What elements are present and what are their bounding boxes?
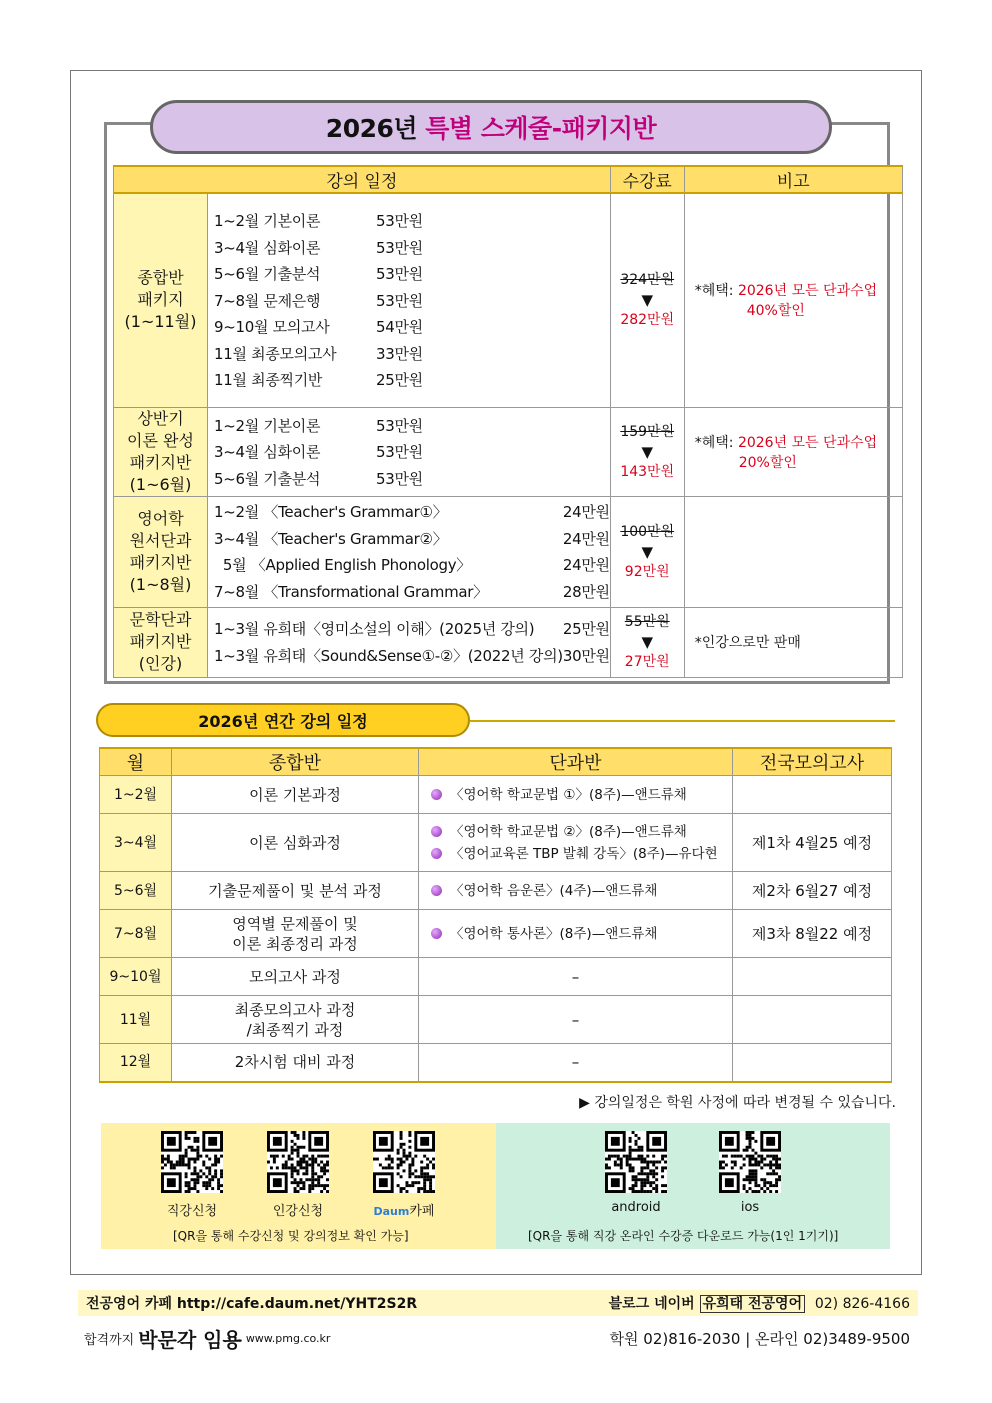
header-schedule: 강의 일정 xyxy=(114,166,611,193)
new-price: 143만원 xyxy=(620,463,675,480)
brand-prefix: 합격까지 xyxy=(84,1332,135,1348)
mock-exam-cell xyxy=(733,776,892,814)
list-item xyxy=(214,552,610,579)
course-cell: 기출문제풀이 및 분석 과정 xyxy=(172,872,419,910)
month-cell: 5~6월 xyxy=(100,872,172,910)
qr-label-cafe: Daum카페 xyxy=(373,1204,435,1219)
cafe-link[interactable]: 전공영어 카페 http://cafe.daum.net/YHT2S2R xyxy=(86,1296,418,1312)
annual-title-line xyxy=(470,720,895,722)
note-discount: 20%할인 xyxy=(738,454,797,471)
list-item xyxy=(431,923,732,945)
month-cell: 7~8월 xyxy=(100,910,172,958)
table-row xyxy=(100,776,892,814)
mock-exam-cell: 제1차 4월25 예정 xyxy=(733,814,892,872)
note-label: *혜택: xyxy=(694,283,738,300)
item-price: 53만원 xyxy=(376,416,423,435)
mock-exam-cell xyxy=(733,1044,892,1082)
item-price: 24만원 xyxy=(562,503,610,522)
blog-link[interactable]: 유희태 전공영어 xyxy=(700,1295,806,1313)
bullet-icon xyxy=(431,928,442,939)
header-mock: 전국모의고사 xyxy=(733,748,892,776)
item-price: 53만원 xyxy=(376,212,423,231)
annual-table xyxy=(99,747,892,1083)
qr-code-icon[interactable] xyxy=(605,1131,667,1193)
brand-url[interactable]: www.pmg.co.kr xyxy=(245,1331,331,1345)
note-label: *혜택: xyxy=(694,434,738,451)
bullet-icon xyxy=(431,826,442,837)
item-name: 7~8월 〈Transformational Grammar〉 xyxy=(214,582,488,601)
mock-exam-cell xyxy=(733,958,892,996)
item-price: 53만원 xyxy=(376,443,423,461)
package-note xyxy=(684,496,902,607)
item-price: 53만원 xyxy=(376,265,423,284)
qr-label-direct: 직강신청 xyxy=(166,1204,218,1219)
course-cell: 최종모의고사 과정 /최종찍기 과정 xyxy=(172,996,419,1044)
month-cell: 3~4월 xyxy=(100,814,172,872)
down-arrow-icon: ▼ xyxy=(641,442,653,461)
down-arrow-icon: ▼ xyxy=(641,633,653,651)
item-price: 25만원 xyxy=(562,620,610,639)
qr-panel-left xyxy=(101,1123,496,1249)
month-cell: 1~2월 xyxy=(100,776,172,814)
table-row xyxy=(114,407,903,496)
note-line xyxy=(695,432,902,452)
daum-logo: Daum xyxy=(373,1205,410,1218)
qr-code-icon[interactable] xyxy=(719,1131,781,1193)
bullet-icon xyxy=(431,885,442,896)
single-cell xyxy=(419,872,733,910)
item-price: 24만원 xyxy=(562,529,610,548)
month-cell: 12월 xyxy=(100,1044,172,1082)
single-cell xyxy=(419,776,733,814)
item-price: 30만원 xyxy=(562,646,610,665)
header-fee: 수강료 xyxy=(610,166,684,193)
footer-brand-bar xyxy=(84,1326,910,1350)
package-table xyxy=(113,165,903,678)
course-cell: 영역별 문제풀이 및 이론 최종정리 과정 xyxy=(172,910,419,958)
list-item xyxy=(214,314,610,341)
single-course: 〈영어학 음운론〉(4주)—앤드류채 xyxy=(450,882,658,899)
title-year: 2026년 xyxy=(325,114,418,143)
footer-contact-bar xyxy=(78,1290,918,1316)
item-name: 3~4월 〈Teacher's Grammar②〉 xyxy=(214,529,448,548)
item-price: 54만원 xyxy=(376,318,423,337)
list-item xyxy=(214,412,610,439)
note-benefit: 2026년 모든 단과수업 xyxy=(737,434,878,451)
blog-info: 블로그 네이버 유희태 전공영어 02) 826-4166 xyxy=(608,1296,910,1312)
qr-code-icon[interactable] xyxy=(373,1131,435,1193)
single-course: 〈영어교육론 TBP 발췌 강독〉(8주)—유다현 xyxy=(450,845,718,862)
item-name: 5~6월 기출분석 xyxy=(214,469,321,488)
list-item xyxy=(214,208,610,235)
package-category: 종합반 패키지 (1~11월) xyxy=(114,193,208,407)
item-name: 1~3월 유희태〈Sound&Sense①-②〉(2022년 강의) xyxy=(214,646,563,665)
item-name: 1~3월 유희태〈영미소설의 이해〉(2025년 강의) xyxy=(214,620,535,639)
package-fee xyxy=(610,607,684,677)
list-item xyxy=(431,784,732,806)
qr-code-icon[interactable] xyxy=(161,1131,223,1193)
down-arrow-icon: ▼ xyxy=(641,542,653,561)
old-price: 324만원 xyxy=(620,272,675,289)
table-row xyxy=(100,872,892,910)
bullet-icon xyxy=(431,848,442,859)
course-cell: 2차시험 대비 과정 xyxy=(172,1044,419,1082)
item-name: 1~2월 기본이론 xyxy=(214,416,321,435)
package-fee xyxy=(610,407,684,496)
table-row xyxy=(114,607,903,677)
item-name: 9~10월 모의고사 xyxy=(214,318,330,337)
item-price: 24만원 xyxy=(562,556,610,575)
item-price: 53만원 xyxy=(376,469,423,488)
list-item xyxy=(214,465,610,492)
single-course: 〈영어학 학교문법 ①〉(8주)—앤드류채 xyxy=(450,786,687,803)
qr-label-ios: ios xyxy=(740,1200,760,1215)
item-price: 33만원 xyxy=(376,344,423,363)
qr-label-android: android xyxy=(611,1200,661,1215)
list-item xyxy=(214,340,610,367)
down-arrow-icon: ▼ xyxy=(641,291,653,310)
package-note xyxy=(684,407,902,496)
list-item xyxy=(214,642,610,669)
list-item xyxy=(431,843,732,865)
item-price: 25만원 xyxy=(376,371,423,390)
course-cell: 모의고사 과정 xyxy=(172,958,419,996)
mock-exam-cell: 제2차 6월27 예정 xyxy=(733,872,892,910)
table-row xyxy=(100,1044,892,1082)
item-price: 53만원 xyxy=(376,238,423,257)
single-cell: – xyxy=(419,958,733,996)
course-cell: 이론 심화과정 xyxy=(172,814,419,872)
mock-exam-cell: 제3차 8월22 예정 xyxy=(733,910,892,958)
single-cell xyxy=(419,910,733,958)
item-name: 7~8월 문제은행 xyxy=(214,291,321,310)
item-name: 1~2월 〈Teacher's Grammar①〉 xyxy=(214,503,448,522)
note-line: *인강으로만 판매 xyxy=(694,635,801,651)
schedule-notice: ▶ 강의일정은 학원 사정에 따라 변경될 수 있습니다. xyxy=(579,1095,896,1111)
header-single: 단과반 xyxy=(419,748,733,776)
qr-label-online: 인강신청 xyxy=(272,1204,324,1219)
package-items xyxy=(208,193,611,407)
table-row xyxy=(100,910,892,958)
list-item xyxy=(214,261,610,288)
item-price: 53만원 xyxy=(376,291,423,310)
package-fee xyxy=(610,496,684,607)
note-benefit: 2026년 모든 단과수업 xyxy=(737,283,878,300)
single-cell xyxy=(419,814,733,872)
new-price: 282만원 xyxy=(620,312,675,329)
title-text: 특별 스케줄-패키지반 xyxy=(425,114,657,143)
qr-caption-right: [QR을 통해 직강 온라인 수강증 다운로드 가능(1인 1기기)] xyxy=(528,1229,839,1243)
package-category: 상반기 이론 완성 패키지반 (1~6월) xyxy=(114,407,208,496)
list-item xyxy=(214,287,610,314)
table-row xyxy=(100,996,892,1044)
package-note xyxy=(684,193,902,407)
item-name: 3~4월 심화이론 xyxy=(214,238,321,257)
table-row xyxy=(114,496,903,607)
list-item xyxy=(214,438,610,465)
package-category: 문학단과 패키지반 (인강) xyxy=(114,607,208,677)
item-name: 11월 최종모의고사 xyxy=(214,344,337,363)
course-cell: 이론 기본과정 xyxy=(172,776,419,814)
brand-logo: 박문각 임용 xyxy=(138,1327,242,1352)
package-items xyxy=(208,496,611,607)
annual-title: 2026년 연간 강의 일정 xyxy=(96,703,470,737)
item-name: 5월 〈Applied English Phonology〉 xyxy=(214,556,471,575)
package-title xyxy=(150,100,832,154)
item-name: 1~2월 기본이론 xyxy=(214,212,321,231)
month-cell: 9~10월 xyxy=(100,958,172,996)
list-item xyxy=(214,616,610,643)
package-items xyxy=(208,407,611,496)
single-course: 〈영어학 학교문법 ②〉(8주)—앤드류채 xyxy=(450,823,687,840)
month-cell: 11월 xyxy=(100,996,172,1044)
qr-caption-left: [QR을 통해 수강신청 및 강의정보 확인 가능] xyxy=(173,1229,409,1243)
list-item xyxy=(214,499,610,526)
note-line xyxy=(695,280,902,300)
list-item xyxy=(214,525,610,552)
header-comprehensive: 종합반 xyxy=(172,748,419,776)
package-items xyxy=(208,607,611,677)
item-name: 11월 최종찍기반 xyxy=(214,371,323,390)
mock-exam-cell xyxy=(733,996,892,1044)
list-item xyxy=(214,367,610,394)
table-row xyxy=(100,814,892,872)
list-item xyxy=(214,234,610,261)
list-item xyxy=(431,880,732,902)
single-cell: – xyxy=(419,996,733,1044)
new-price: 92만원 xyxy=(624,563,670,580)
header-note: 비고 xyxy=(684,166,902,193)
item-price: 28만원 xyxy=(562,582,610,601)
old-price: 159만원 xyxy=(620,423,675,440)
old-price: 100만원 xyxy=(620,523,675,540)
old-price: 55만원 xyxy=(624,614,670,630)
package-category: 영어학 원서단과 패키지반 (1~8월) xyxy=(114,496,208,607)
list-item xyxy=(214,578,610,605)
bullet-icon xyxy=(431,789,442,800)
qr-code-icon[interactable] xyxy=(267,1131,329,1193)
qr-panel-right xyxy=(496,1123,890,1249)
header-month: 월 xyxy=(100,748,172,776)
item-name: 5~6월 기출분석 xyxy=(214,265,321,284)
package-note xyxy=(684,607,902,677)
table-row xyxy=(114,193,903,407)
new-price: 27만원 xyxy=(624,654,670,670)
single-course: 〈영어학 통사론〉(8주)—앤드류채 xyxy=(450,925,658,942)
item-name: 3~4월 심화이론 xyxy=(214,443,321,461)
list-item xyxy=(431,821,732,843)
phone-contact: 학원 02)816-2030 | 온라인 02)3489-9500 xyxy=(609,1329,910,1348)
table-row xyxy=(100,958,892,996)
package-fee xyxy=(610,193,684,407)
single-cell: – xyxy=(419,1044,733,1082)
note-discount: 40%할인 xyxy=(746,303,805,320)
